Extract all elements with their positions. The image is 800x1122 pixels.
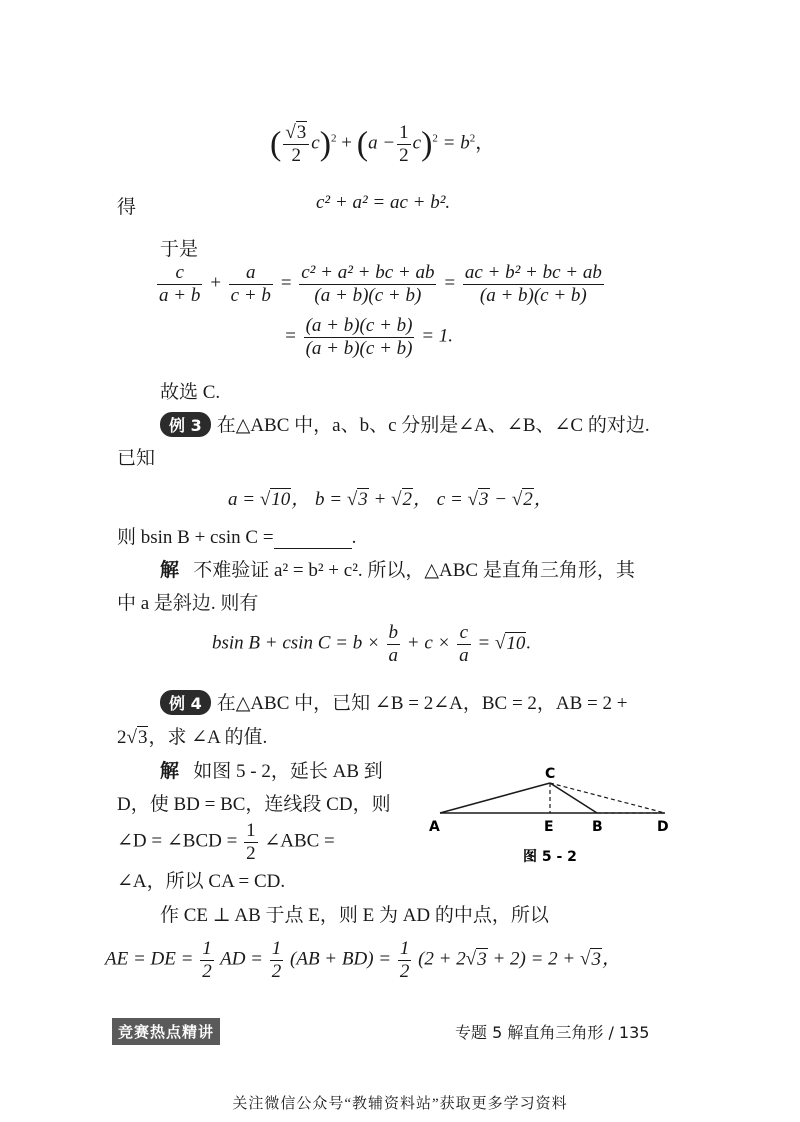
- label-d: D: [657, 819, 669, 835]
- example-4-solution-line3: ∠D = ∠BCD = $\frac{1}{2}$ ∠ABC =: [117, 820, 335, 864]
- figure-caption: 图 5 - 2: [523, 849, 577, 865]
- segment-cb: [550, 783, 597, 813]
- example-3-solution-line2: 中 a 是斜边. 则有: [117, 593, 259, 614]
- watermark-notice: 关注微信公众号“教辅资料站”获取更多学习资料: [232, 1096, 568, 1112]
- example-4-solution-line4: ∠A，所以 CA = CD.: [117, 871, 286, 892]
- label-c: C: [545, 766, 556, 782]
- yushi-label: 于是: [160, 239, 199, 260]
- frac-half: $\frac{1}{2}$: [399, 122, 409, 166]
- example-4-line2: 2√3，求 ∠A 的值.: [117, 727, 268, 748]
- example-4-final-equation: AE = DE = $\frac{1}{2}$ AD = $\frac{1}{2}$ (AB + BD) = $\frac{1}{2}$ (2 + 2√3 + 2) = 2 + √3，: [105, 938, 621, 982]
- example-3-given: a = √10， b = √3 + √2， c = √3 − √2，: [228, 489, 553, 510]
- example-3-line2: 已知: [117, 448, 156, 469]
- label-a: A: [429, 819, 440, 835]
- example-3-badge: 例 3: [160, 412, 211, 437]
- example-4-line1: 例 4 在△ABC 中，已知 ∠B = 2∠A，BC = 2，AB = 2 +: [160, 688, 627, 715]
- solution-label: 解: [160, 560, 180, 581]
- segment-ac: [440, 783, 550, 813]
- yushi-equation-2: = $\frac{(a + b)(c + b)}{(a + b)(c + b)}$ = 1.: [284, 315, 454, 359]
- example-3-line1: 例 3 在△ABC 中，a、b、c 分别是∠A、∠B、∠C 的对边.: [160, 410, 650, 437]
- example-4-solution-line1: 解 如图 5 - 2，延长 AB 到: [160, 761, 383, 782]
- solution-label-4: 解: [160, 761, 180, 782]
- label-b: B: [592, 819, 603, 835]
- example-4-solution-line5: 作 CE ⊥ AB 于点 E，则 E 为 AD 的中点，所以: [160, 905, 549, 926]
- answer-blank[interactable]: [274, 530, 352, 549]
- yushi-equation-1: $\frac{c}{a + b}$ + $\frac{a}{c + b}$ = $\frac{\text{c² + a² + bc + ab}}{(a + b)(c + b)}$ = $\frac{\text{ac + b² + bc + ab}}{(a + b)(c + b)}$: [159, 262, 602, 306]
- segment-cd: [550, 783, 665, 813]
- equation-top: ( $\frac{√3}{2}$ c)$^2$ + (a − $\frac{1}{2}$ $c)^2 = b^2$，: [270, 122, 495, 166]
- example-4-badge: 例 4: [160, 690, 211, 715]
- paren-close: ): [319, 125, 332, 163]
- footer-section-tag: 竞赛热点精讲: [112, 1018, 220, 1045]
- frac-sqrt3-over-2: $\frac{√3}{2}$: [283, 122, 309, 167]
- footer-topic-page: 专题 5 解直角三角形 / 135: [455, 1023, 650, 1042]
- example-4-solution-line2: D，使 BD = BC，连线段 CD，则: [117, 794, 391, 815]
- choose-answer: 故选 C.: [160, 382, 221, 403]
- figure-5-2: [425, 765, 685, 870]
- example-3-result: bsin B + csin C = b × $\frac{b}{a}$ + c × $\frac{c}{a}$ = √10.: [212, 622, 532, 666]
- label-e: E: [544, 819, 554, 835]
- derive-equation: c² + a² = ac + b².: [316, 192, 451, 213]
- paren-open: (: [270, 125, 282, 163]
- example-3-solution-line1: 解 不难验证 a² = b² + c². 所以，△ABC 是直角三角形，其: [160, 560, 635, 581]
- example-3-ask: 则 bsin B + csin C = .: [117, 527, 357, 548]
- derive-label: 得: [117, 197, 137, 218]
